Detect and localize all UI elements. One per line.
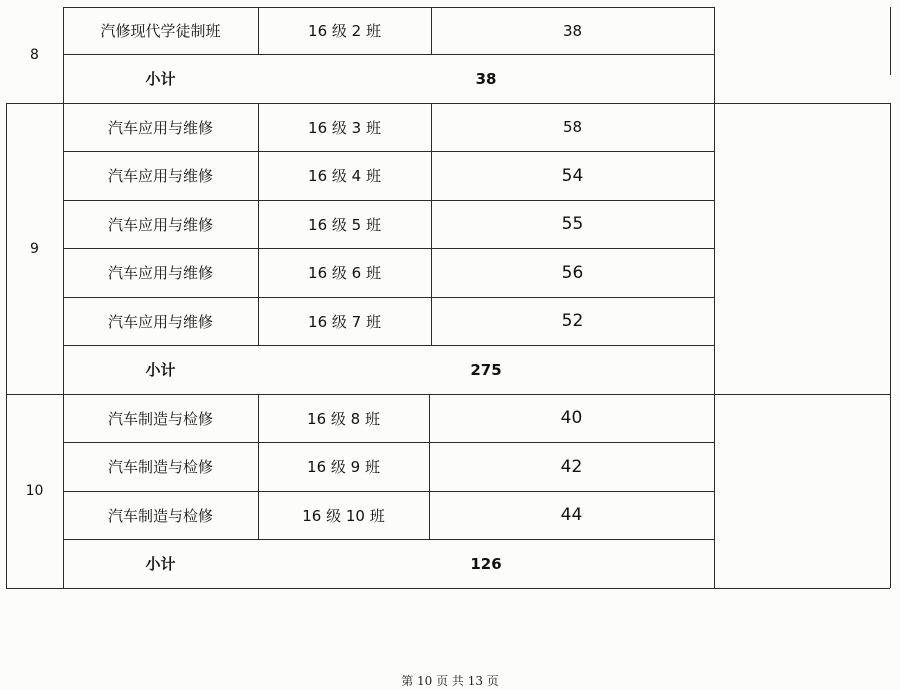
subtotal-value: 38 [475, 69, 497, 88]
major-cell: 汽车应用与维修 [107, 264, 213, 282]
class-cell: 16 级 10 班 [302, 506, 385, 525]
count-cell: 44 [560, 505, 583, 525]
count-cell: 52 [561, 311, 584, 331]
major-cell: 汽车应用与维修 [107, 167, 213, 185]
class-cell: 16 级 9 班 [307, 458, 380, 476]
major-cell: 汽修现代学徒制班 [100, 22, 221, 40]
major-cell: 汽车应用与维修 [107, 215, 213, 234]
table-rule [890, 103, 891, 588]
count-cell: 42 [560, 456, 583, 477]
group-seq: 8 [30, 47, 39, 63]
major-cell: 汽车应用与维修 [107, 118, 213, 137]
subtotal-label: 小计 [145, 70, 176, 88]
table-rule [6, 588, 890, 589]
major-cell: 汽车制造与检修 [107, 409, 213, 428]
class-cell: 16 级 5 班 [308, 215, 381, 234]
class-cell: 16 级 7 班 [308, 312, 381, 331]
count-cell: 58 [562, 118, 583, 136]
group-seq: 9 [30, 240, 39, 257]
class-cell: 16 级 3 班 [308, 118, 381, 137]
page-footer: 第 10 页 共 13 页 [401, 674, 499, 688]
class-cell: 16 级 8 班 [307, 409, 380, 428]
subtotal-value: 275 [470, 360, 502, 379]
subtotal-label: 小计 [145, 361, 176, 379]
count-cell: 54 [561, 165, 584, 186]
group-seq: 10 [25, 483, 44, 499]
major-cell: 汽车制造与检修 [107, 458, 213, 476]
table-rule [890, 7, 891, 75]
major-cell: 汽车应用与维修 [107, 312, 213, 331]
class-cell: 16 级 6 班 [308, 264, 381, 282]
count-cell: 40 [560, 408, 583, 428]
class-cell: 16 级 4 班 [308, 167, 381, 185]
table-rule [714, 7, 715, 588]
major-cell: 汽车制造与检修 [107, 506, 213, 525]
subtotal-label: 小计 [145, 555, 176, 573]
subtotal-value: 126 [470, 554, 502, 573]
count-cell: 55 [561, 214, 584, 234]
count-cell: 38 [562, 21, 583, 40]
class-cell: 16 级 2 班 [308, 22, 381, 40]
count-cell: 56 [561, 262, 584, 283]
